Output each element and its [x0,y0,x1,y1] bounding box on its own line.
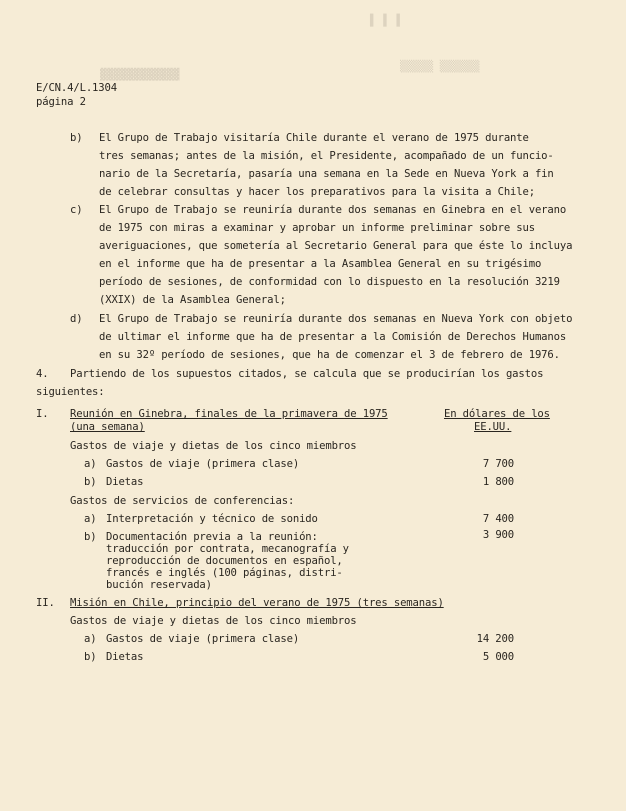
expense-group-heading: Gastos de servicios de conferencias: [70,495,295,507]
expense-label: Gastos de viaje (primera clase) [106,633,300,645]
item-text-line: El Grupo de Trabajo visitaría Chile durante el verano de 1975 durante [99,132,529,144]
section-title: Misión en Chile, principio del verano de 1975 (tres semanas) [70,597,444,609]
item-text-line: de 1975 con miras a examinar y aprobar un informe preliminar sobre sus [99,222,535,234]
paragraph-text-line: Partiendo de los supuestos citados, se calcula que se producirían los gastos [70,368,544,380]
expense-marker: a) [84,513,97,525]
expense-label: Gastos de viaje (primera clase) [106,458,300,470]
item-text-line: tres semanas; antes de la misión, el Presidente, acompañado de un funcio- [99,150,554,162]
expense-label: Interpretación y técnico de sonido [106,513,318,525]
expense-amount: 7 400 [482,513,514,525]
expense-marker: b) [84,476,97,488]
expense-group-heading: Gastos de viaje y dietas de los cinco miembros [70,615,357,627]
currency-column-header: En dólares de los [444,408,550,420]
item-text-line: en su 32º período de sesiones, que ha de comenzar el 3 de febrero de 1976. [99,349,560,361]
expense-label: Dietas [106,651,144,663]
expense-amount: 5 000 [482,651,514,663]
item-marker: d) [70,313,83,325]
expense-marker: a) [84,458,97,470]
item-marker: c) [70,204,83,216]
expense-amount: 1 800 [482,476,514,488]
expense-amount: 14 200 [476,633,514,645]
expense-label: francés e inglés (100 páginas, distri- [106,567,343,579]
section-title: (una semana) [70,421,145,433]
expense-marker: b) [84,531,97,543]
item-marker: b) [70,132,83,144]
expense-amount: 7 700 [482,458,514,470]
item-text-line: averiguaciones, que sometería al Secretario General para que éste lo incluya [99,240,573,252]
item-text-line: El Grupo de Trabajo se reuniría durante dos semanas en Ginebra en el verano [99,204,567,216]
expense-marker: a) [84,633,97,645]
bleed-through-mark: ▒▒▒▒▒ ▒▒▒▒▒▒ [400,60,480,73]
currency-column-header: EE.UU. [474,421,512,433]
expense-amount: 3 900 [482,529,514,541]
item-text-line: período de sesiones, de conformidad con lo dispuesto en la resolución 3219 [99,276,560,288]
bleed-through-mark: ▌ ▌ ▌ [370,14,404,27]
expense-label: bución reservada) [106,579,212,591]
expense-group-heading: Gastos de viaje y dietas de los cinco miembros [70,440,357,452]
expense-label: reproducción de documentos en español, [106,555,343,567]
document-symbol: E/CN.4/L.1304 [36,82,117,94]
expense-label: Dietas [106,476,144,488]
expense-label: traducción por contrata, mecanografía y [106,543,349,555]
item-text-line: de celebrar consultas y hacer los preparativos para la visita a Chile; [99,186,535,198]
paragraph-number: 4. [36,368,49,380]
section-title: Reunión en Ginebra, finales de la primavera de 1975 [70,408,388,420]
expense-marker: b) [84,651,97,663]
item-text-line: de ultimar el informe que ha de presentar a la Comisión de Derechos Humanos [99,331,567,343]
item-text-line: en el informe que ha de presentar a la Asamblea General en su trigésimo [99,258,542,270]
section-numeral: II. [36,597,55,609]
item-text-line: (XXIX) de la Asamblea General; [99,294,286,306]
bleed-through-mark: ▓▓▓▓▓▓▓▓▓▓▓▓ [100,68,180,81]
page-number: página 2 [36,96,86,108]
item-text-line: El Grupo de Trabajo se reuniría durante dos semanas en Nueva York con objeto [99,313,573,325]
paragraph-text-line: siguientes: [36,386,105,398]
expense-label: Documentación previa a la reunión: [106,531,318,543]
item-text-line: nario de la Secretaría, pasaría una semana en la Sede en Nueva York a fin [99,168,554,180]
section-numeral: I. [36,408,49,420]
